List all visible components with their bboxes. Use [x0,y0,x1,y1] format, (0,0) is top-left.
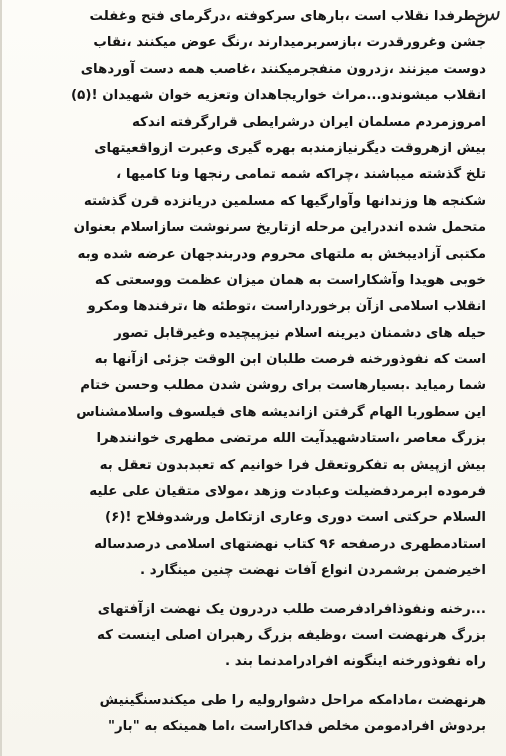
document-body [16,4,486,741]
text-line: ...رخنه ونفوذافرادفرصت طلب دردرون یک نهضت ازآفتهای [97,601,486,617]
text-line: امروزمردم مسلمان ایران درشرایطی قرارگرفته اندکه [131,114,486,130]
text-line: تلخ گذشته میباشند ،چراکه شمه تمامی رنجها ونا کامیها ، [116,167,486,183]
text-line: متحمل شده انددراین مرحله ازتاریخ سرنوشت سازاسلام بعنوان [73,220,486,236]
text-line: دوست میزنند ،زدرون منفجرمیکنند ،غاصب همه دست آوردهای [80,61,486,77]
text-line: جشن وغرورقدرت ،بازسربرمیدارند ،رنگ عوض میکنند ،نقاب [93,35,486,51]
paragraph-gap [16,676,486,688]
text-line: بیش ازپیش به تفکروتعقل فرا خوانیم که تعبدبدون تعقل به [99,457,486,473]
text-line: بزرگ معاصر ،استادشهیدآیت الله مرتضی مطهری خوانندهرا [96,431,486,447]
text-line: بیش ازهروقت دیگرنیازمندبه بهره گیری وعبرت ازواقعیتهای [94,140,486,156]
paragraph-gap [16,585,486,597]
text-line: هرنهضت ،مادامکه مراحل دشوارولیه را طی میکندسنگینیش [99,692,486,708]
text-line: اخیرضمن برشمردن انواع آفات نهضت چنین مینگارد . [140,563,486,579]
text-line: شما رمیاید .بسیارهاست برای روشن شدن مطلب وحسن ختام [80,378,486,394]
text-line: راه نفوذورخنه اینگونه افرادرامدنما بند . [225,654,486,670]
text-line: است که نفوذورخنه فرصت طلبان ابن الوقت جزئی ازآنها به [94,352,486,368]
text-line: مکتبی آزادیبخش به ملتهای محروم ودربندجهان عرضه شده وبه [77,246,486,262]
text-line: بزرگ هرنهضت است ،وظیفه بزرگ رهبران اصلی اینست که [96,627,486,643]
text-line: شکنجه ها وزندانها وآوارگیها که مسلمین دریانزده قرن گذشته [83,193,486,209]
text-line: انقلاب اسلامی ازآن برخورداراست ،توطئه ها ،ترفندها ومکرو [87,299,486,315]
text-line: این سطوربا الهام گرفتن ازاندیشه های فیلسوف واسلامشناس [76,404,486,420]
text-line: السلام حرکتی است دوری وعاری ازتکامل ورشدوفلاح !(۶) [105,510,486,526]
text-line: بردوش افرادمومن مخلص فداکاراست ،اما همینکه به "بار" [107,719,486,735]
text-line: خطرفدا نقلاب است ،بارهای سرکوفته ،درگرمای فتح وغفلت [89,9,486,24]
handwritten-corner-mark: س [471,0,502,29]
text-line: فرموده ابرمردفضیلت وعبادت وزهد ،مولای متقیان علی علیه [89,484,486,500]
text-line: خوبی هویدا وآشکاراست به همان میزان عظمت ووسعتی که [94,272,486,288]
text-line: استادمطهری درصفحه ۹۶ کتاب نهضتهای اسلامی درصدساله [94,536,486,552]
text-line: انقلاب میشوندو...مراث خواریجاهدان وتعزیه خوان شهیدان !(۵) [71,88,486,104]
text-line: حیله های دشمنان دیرینه اسلام نیزپیچیده وغیرقابل تصور [114,325,486,341]
